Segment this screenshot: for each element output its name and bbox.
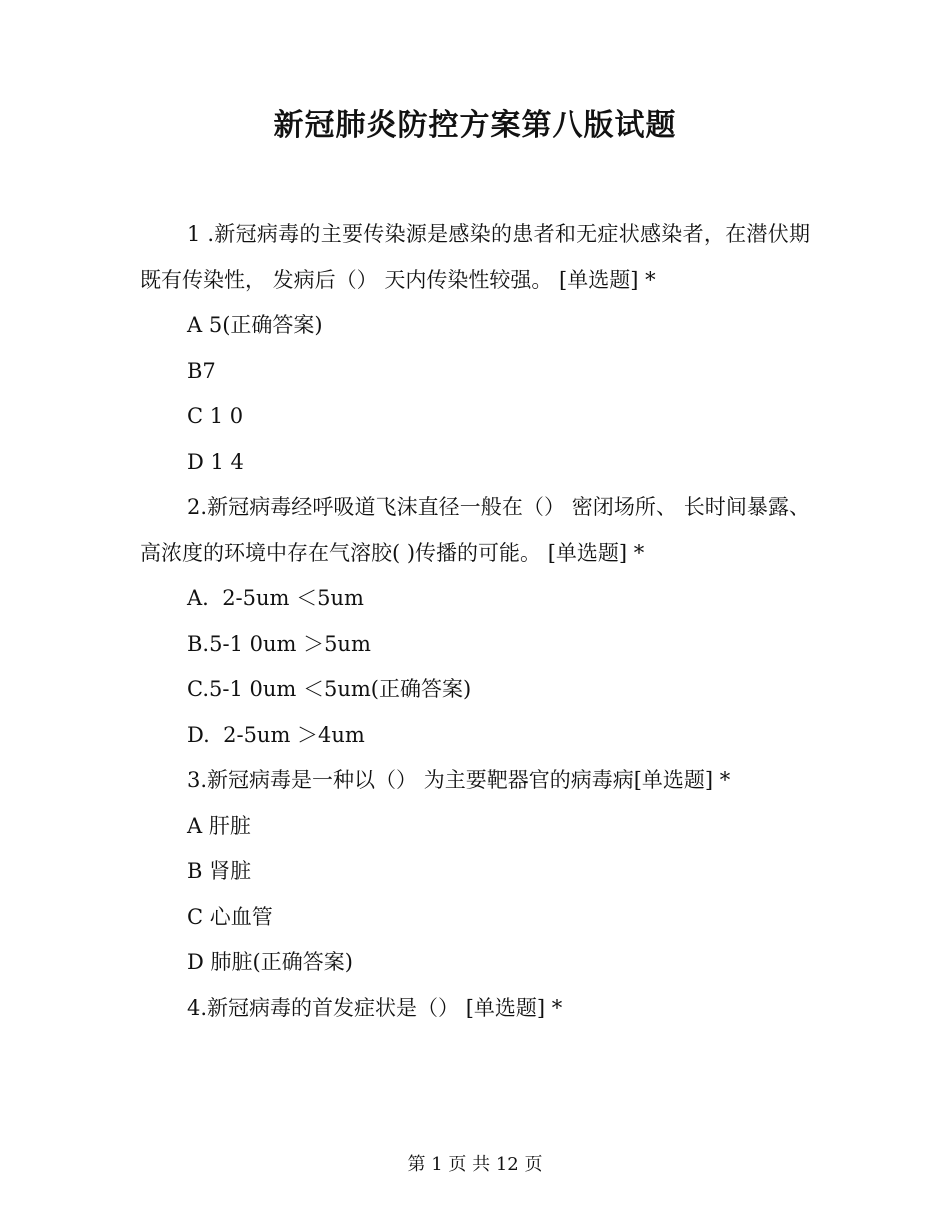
answer-option: B.5-1 0um ＞5um xyxy=(187,631,371,656)
answer-option: C.5-1 0um ＜5um(正确答案) xyxy=(187,677,472,701)
question-stem: 2.新冠病毒经呼吸道飞沫直径一般在（） 密闭场所、 长时间暴露、 高浓度的环境中存在气溶胶( )传播的可能。 [单选题] * xyxy=(140,495,810,565)
answer-option: C 心血管 xyxy=(187,904,273,929)
answer-option: C 1 0 xyxy=(187,404,244,428)
question-stem: 3.新冠病毒是一种以（） 为主要靶器官的病毒病[单选题] * xyxy=(187,768,731,792)
answer-option: D. 2-5um ＞4um xyxy=(187,722,365,747)
question-stem: 4.新冠病毒的首发症状是（） [单选题] * xyxy=(187,995,563,1020)
answer-option: B7 xyxy=(187,358,216,383)
answer-option: D 1 4 xyxy=(187,449,244,474)
question-list xyxy=(140,212,810,1031)
answer-option: D 肺脏(正确答案) xyxy=(187,950,353,974)
answer-option: A. 2-5um ＜5um xyxy=(187,586,364,610)
question-stem: 1 .新冠病毒的主要传染源是感染的患者和无症状感染者，在潜伏期既有传染性， 发病后（） 天内传染性较强。 [单选题] * xyxy=(140,222,810,292)
answer-option: A 5(正确答案) xyxy=(187,313,323,337)
answer-option: A 肝脏 xyxy=(187,813,251,838)
answer-option: B 肾脏 xyxy=(187,859,252,883)
page-footer: 第 1 页 共 12 页 xyxy=(407,1154,543,1175)
document-title: 新冠肺炎防控方案第八版试题 xyxy=(273,108,677,143)
